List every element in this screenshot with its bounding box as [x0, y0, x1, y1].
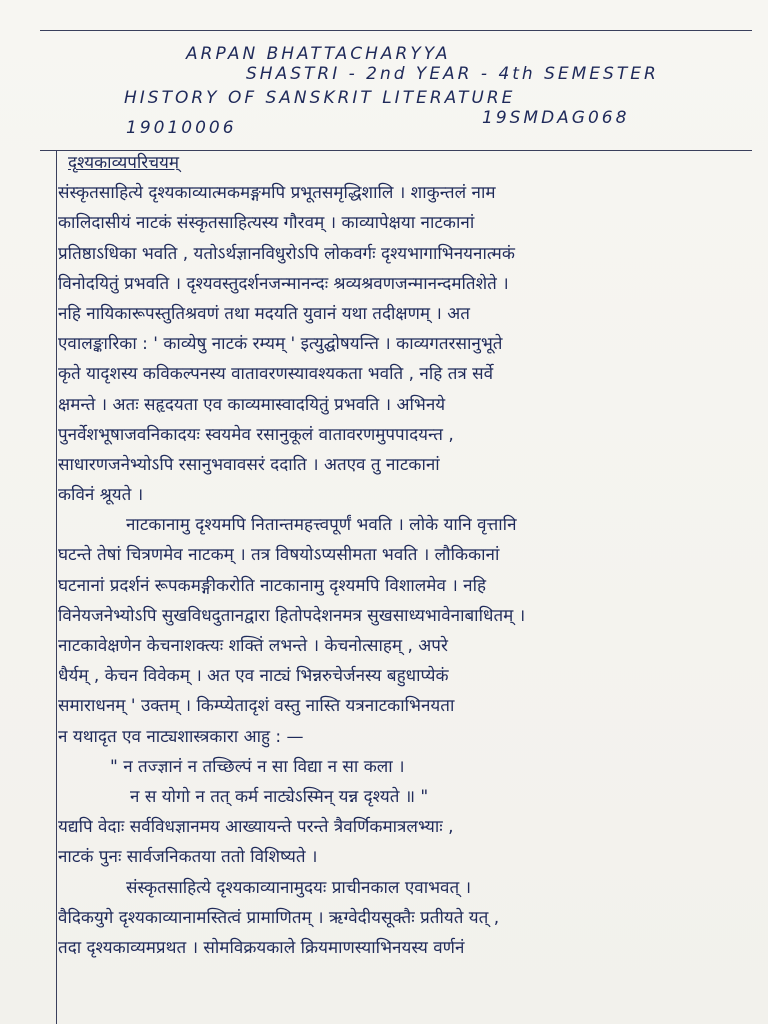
registration-number: 19SMDAG068 — [482, 108, 630, 128]
text-line: विनेयजनेभ्योऽपि सुखविधदुतानद्वारा हितोपदेशनमत्र सुखसाध्यभावेनाबाधितम् । — [58, 605, 526, 626]
essay-body — [58, 148, 762, 963]
text-line: एवालङ्कारिका : ' काव्येषु नाटकं रम्यम् ' इत्युद्घोषयन्ति । काव्यगतरसानुभूते — [58, 334, 503, 355]
student-name: ARPAN BHATTACHARYYA — [186, 44, 451, 64]
text-line: साधारणजनेभ्योऽपि रसानुभवावसरं ददाति । अतएव तु नाटकानां — [58, 454, 440, 475]
page-header — [0, 0, 768, 150]
text-line: न यथादृत एव नाट्यशास्त्रकारा आहु : — — [58, 726, 304, 747]
roll-number: 19010006 — [126, 118, 237, 138]
text-line: घटन्ते तेषां चित्रणमेव नाटकम् । तत्र विषयोऽप्यसीमता भवति । लौकिकानां — [58, 545, 500, 566]
verse-line: न स योगो न तत् कर्म नाट्येऽस्मिन् यन्न दृश्यते ॥ " — [130, 786, 429, 807]
text-line: नाटकानामु दृश्यमपि नितान्तमहत्त्वपूर्णं भवति । लोके यानि वृत्तानि — [126, 515, 517, 536]
text-line: कालिदासीयं नाटकं संस्कृतसाहित्यस्य गौरवम् । काव्यापेक्षया नाटकानां — [58, 213, 475, 234]
text-line: संस्कृतसाहित्ये दृश्यकाव्यानामुदयः प्राचीनकाल एवाभवत् । — [126, 877, 472, 898]
text-line: संस्कृतसाहित्ये दृश्यकाव्यात्मकमङ्गमपि प्रभूतसमृद्धिशालि । शाकुन्तलं नाम — [58, 183, 496, 204]
text-line: पुनर्वेशभूषाजवनिकादयः स्वयमेव रसानुकूलं वातावरणमुपपादयन्त , — [58, 424, 454, 445]
course-semester: SHASTRI - 2nd YEAR - 4th SEMESTER — [246, 64, 659, 84]
text-line: प्रतिष्ठाऽधिका भवति , यतोऽर्थज्ञानविधुरोऽपि लोकवर्गः दृश्यभागाभिनयनात्मकं — [58, 243, 515, 264]
subject-title: HISTORY OF SANSKRIT LITERATURE — [124, 88, 516, 108]
text-line: नाटकं पुनः सार्वजनिकतया ततो विशिष्यते । — [58, 847, 318, 868]
text-line: नाटकावेक्षणेन केचनाशक्त्यः शक्तिं लभन्ते । केचनोत्साहम् , अपरे — [58, 636, 448, 656]
text-line: क्षमन्ते । अतः सहृदयता एव काव्यमास्वादयितुं प्रभवति । अभिनये — [58, 394, 446, 415]
text-line: नहि नायिकारूपस्तुतिश्रवणं तथा मदयति युवानं यथा तदीक्षणम् । अत — [58, 303, 470, 324]
verse-line: " न तज्ज्ञानं न तच्छिल्पं न सा विद्या न सा कला । — [110, 756, 405, 777]
top-rule — [40, 30, 752, 31]
essay-title: दृश्यकाव्यपरिचयम् — [68, 153, 180, 173]
text-line: घटनानां प्रदर्शनं रूपकमङ्गीकरोति नाटकानामु दृश्यमपि विशालमेव । नहि — [58, 575, 487, 596]
text-line: तदा दृश्यकाव्यमप्रथत । सोमविक्रयकाले क्रियमाणस्याभिनयस्य वर्णनं — [58, 937, 465, 958]
margin-line — [56, 150, 57, 1024]
text-line: कविनं श्रूयते । — [58, 485, 144, 506]
text-line: यद्यपि वेदाः सर्वविधज्ञानमय आख्यायन्ते परन्ते त्रैवर्णिकमात्रलभ्याः , — [58, 817, 454, 838]
text-line: कृते यादृशस्य कविकल्पनस्य वातावरणस्यावश्यकता भवति , नहि तत्र सर्वे — [58, 364, 494, 385]
text-line: समाराधनम् ' उक्तम् । किम्प्येतादृशं वस्तु नास्ति यत्रनाटकाभिनयता — [58, 696, 455, 717]
text-line: वैदिकयुगे दृश्यकाव्यानामस्तित्वं प्रामाणितम् । ऋग्वेदीयसूक्तैः प्रतीयते यत् , — [58, 907, 500, 928]
text-line: विनोदयितुं प्रभवति । दृश्यवस्तुदर्शनजन्मानन्दः श्रव्यश्रवणजन्मानन्दमतिशेते । — [58, 273, 509, 294]
text-line: धैर्यम् , केचन विवेकम् । अत एव नाट्यं भिन्नरुचेर्जनस्य बहुधाप्येकं — [58, 666, 449, 687]
